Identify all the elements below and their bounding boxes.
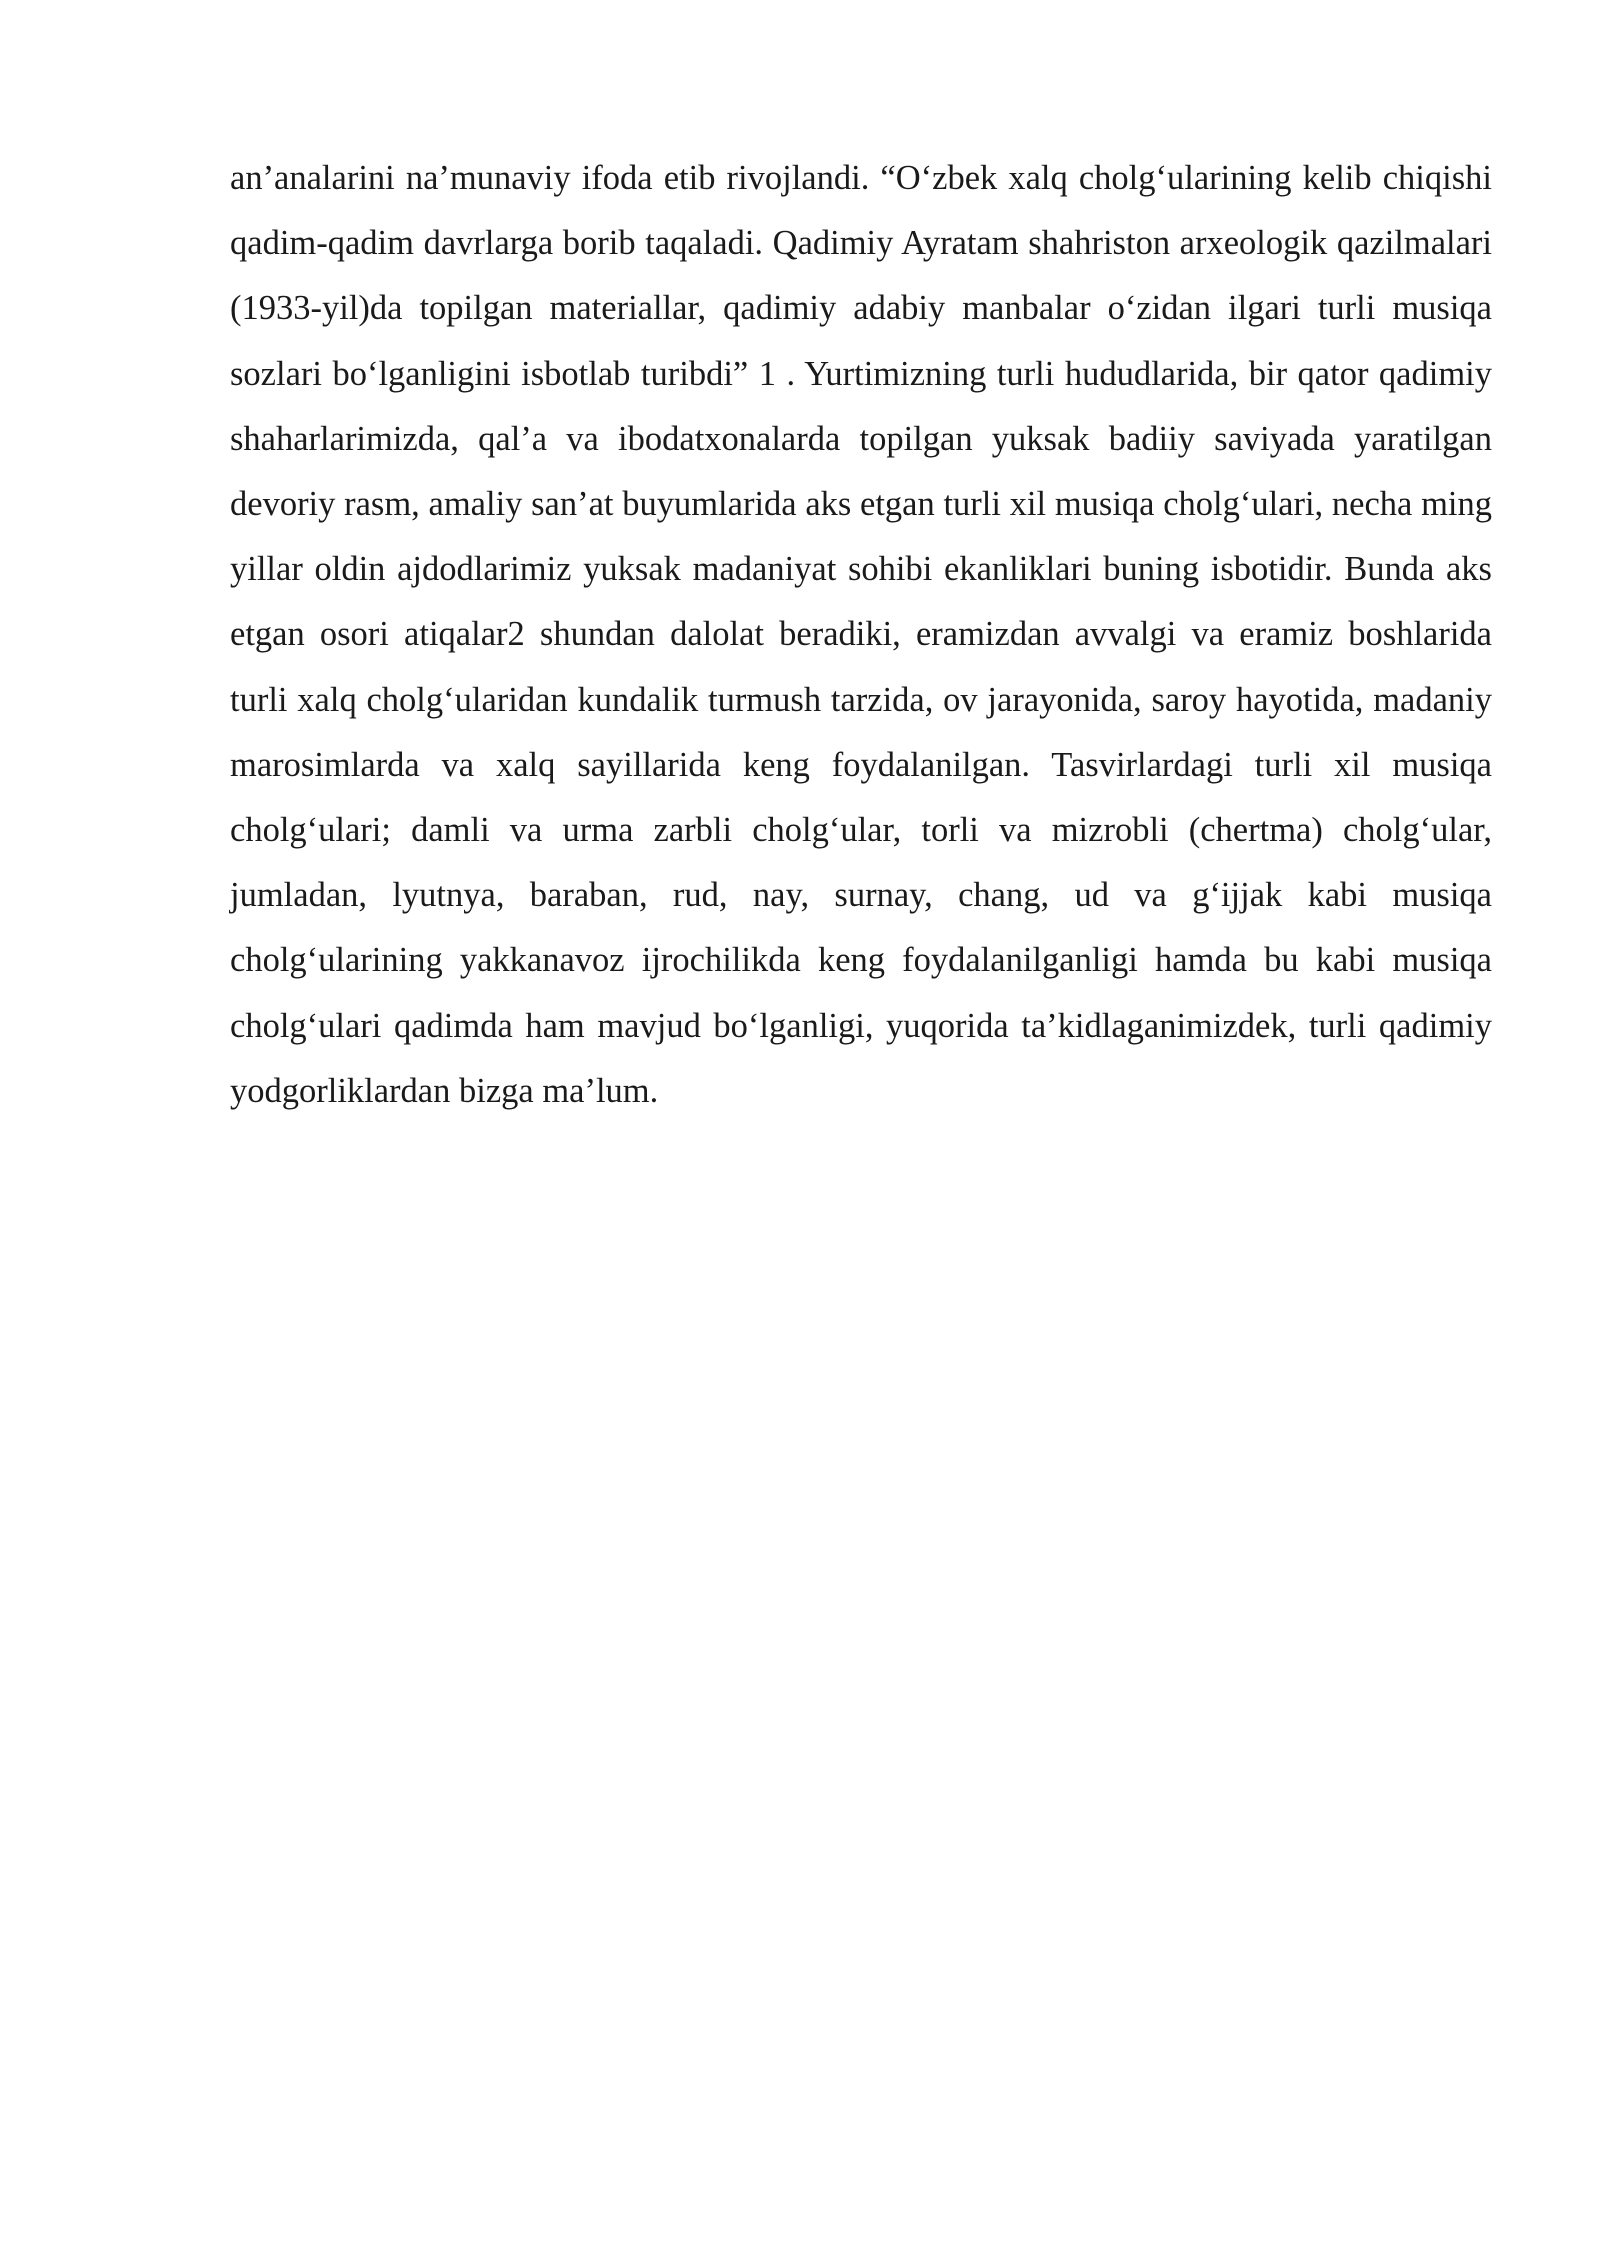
- body-paragraph: an’analarini na’munaviy ifoda etib rivojlandi. “O‘zbek xalq cholg‘ularining kelib chiqishi qadim-qadim davrlarga borib taqaladi. Qadimiy Ayratam shahriston arxeologik qazilmalari (1933-yil)da topilgan materiallar, qadimiy adabiy manbalar o‘zidan ilgari turli musiqa sozlari bo‘lganligini isbotlab turibdi” 1 . Yurtimizning turli hududlarida, bir qator qadimiy shaharlarimizda, qal’a va ibodatxonalarda topilgan yuksak badiiy saviyada yaratilgan devoriy rasm, amaliy san’at buyumlarida aks etgan turli xil musiqa cholg‘ulari, necha ming yillar oldin ajdodlarimiz yuksak madaniyat sohibi ekanliklari buning isbotidir. Bunda aks etgan osori atiqalar2 shundan dalolat beradiki, eramizdan avvalgi va eramiz boshlarida turli xalq cholg‘ularidan kundalik turmush tarzida, ov jarayonida, saroy hayotida, madaniy marosimlarda va xalq sayillarida keng foydalanilgan. Tasvirlardagi turli xil musiqa cholg‘ulari; damli va urma zarbli cholg‘ular, torli va mizrobli (chertma) cholg‘ular, jumladan, lyutnya, baraban, rud, nay, surnay, chang, ud va g‘ijjak kabi musiqa cholg‘ularining yakkanavoz ijrochilikda keng foydalanilganligi hamda bu kabi musiqa cholg‘ulari qadimda ham mavjud bo‘lganligi, yuqorida ta’kidlaganimizdek, turli qadimiy yodgorliklardan bizga ma’lum.: [230, 159, 1492, 1110]
